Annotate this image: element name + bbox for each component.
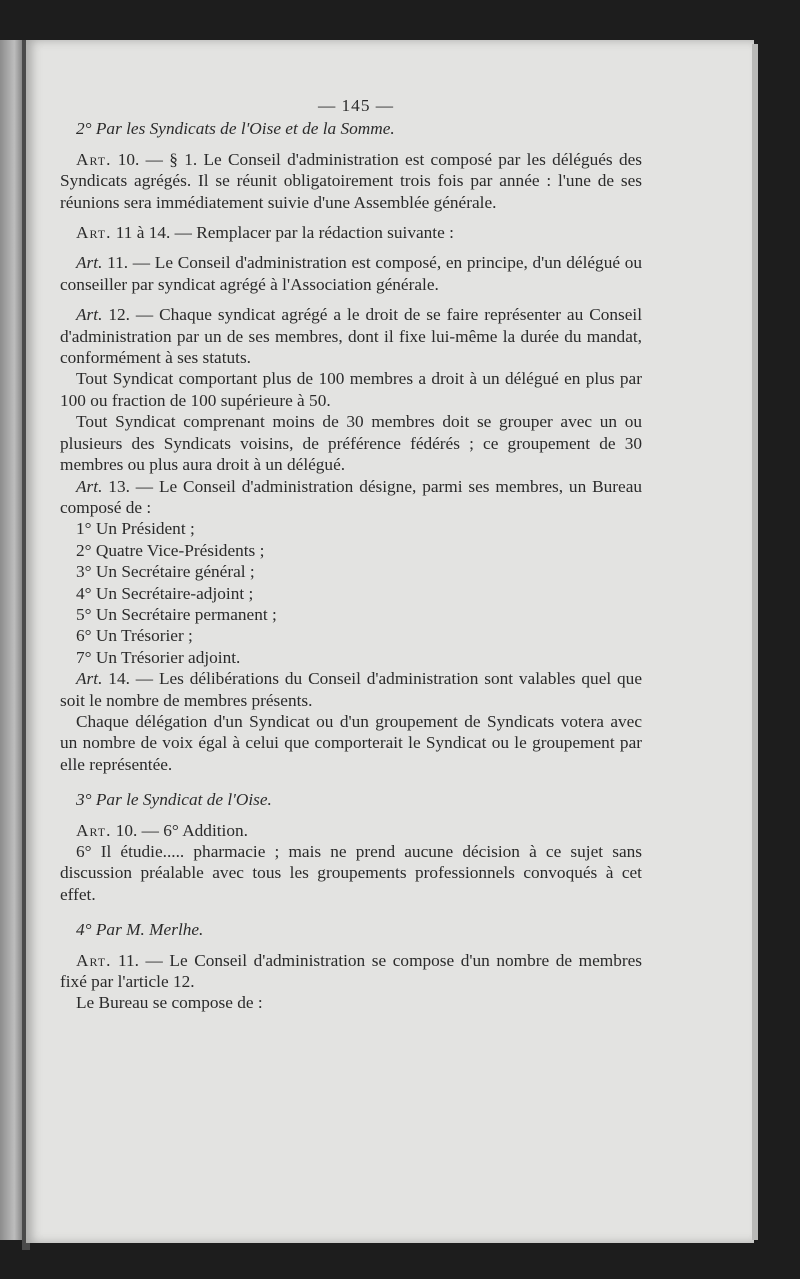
page-number: — 145 — [317, 96, 395, 115]
article-text: 11. — Le Conseil d'administration est composé, en principe, d'un délégué ou conseiller par syndicat agrégé à l'Association générale. [60, 253, 642, 294]
article-text: 13. — Le Conseil d'administration désigne, parmi ses membres, un Bureau composé de : [60, 476, 642, 517]
article-text: 10. — 6° Addition. [115, 820, 248, 840]
page-content [60, 95, 642, 1014]
paragraph: Le Bureau se compose de : [76, 993, 263, 1013]
article-11-merlhe [60, 950, 642, 993]
article-label: Art. [76, 820, 112, 840]
paragraph: Tout Syndicat comprenant moins de 30 membres doit se grouper avec un ou plusieurs des Syndicats voisins, de préférence fédérés ; ce groupement de 30 membres ou plus aura droit à un délégué. [60, 412, 642, 475]
article-text: 11. — Le Conseil d'administration se compose d'un nombre de membres fixé par l'article 12. [60, 950, 642, 992]
page-edge [752, 44, 758, 1240]
list-item: 4° Un Secrétaire-adjoint ; [76, 583, 254, 603]
article-label: Art. [76, 223, 112, 243]
article-10-addition [60, 820, 642, 841]
article-10 [60, 149, 642, 213]
paragraph: 6° Il étudie..... pharmacie ; mais ne prend aucune décision à ce sujet sans discussion préalable avec tous les groupements professionnels convoqués à cet effet. [60, 842, 642, 904]
list-item: 5° Un Secrétaire permanent ; [76, 604, 277, 624]
article-text: 14. — Les délibérations du Conseil d'administration sont valables quel que soit le nombre de membres présents. [60, 669, 642, 710]
list-item: 7° Un Trésorier adjoint. [76, 647, 241, 667]
article-11 [60, 252, 642, 295]
article-label: Art. [76, 253, 103, 273]
list-item: 2° Quatre Vice-Présidents ; [76, 540, 265, 560]
article-14 [60, 668, 642, 711]
article-text: 10. — § 1. Le Conseil d'administration est composé par les délégués des Syndicats agrégés. Il se réunit obligatoirement trois fois par année : l'une de ses réunions sera immédiatement suivie d'une Assemblée générale. [60, 149, 642, 212]
section-heading-oise: 3° Par le Syndicat de l'Oise. [76, 790, 272, 810]
article-label: Art. [76, 476, 103, 496]
article-label: Art. [76, 669, 103, 689]
section-heading-merlhe: 4° Par M. Merlhe. [76, 920, 204, 940]
article-label: Art. [76, 149, 112, 169]
list-item: 3° Un Secrétaire général ; [76, 562, 255, 582]
article-label: Art. [76, 305, 103, 325]
section-heading-somme: 2° Par les Syndicats de l'Oise et de la Somme. [76, 119, 395, 139]
article-text: 11 à 14. — Remplacer par la rédaction suivante : [115, 223, 454, 243]
list-item: 6° Un Trésorier ; [76, 626, 193, 646]
paragraph: Chaque délégation d'un Syndicat ou d'un groupement de Syndicats votera avec un nombre de voix égal à celui que comporterait le Syndicat ou le groupement par elle représentée. [60, 711, 642, 774]
article-label: Art. [76, 950, 112, 970]
article-11-14 [60, 222, 642, 243]
article-12 [60, 304, 642, 368]
list-item: 1° Un Président ; [76, 519, 195, 539]
article-text: 12. — Chaque syndicat agrégé a le droit de se faire représenter au Conseil d'administration par un de ses membres, dont il fixe lui-même la durée du mandat, conformément à ses statuts. [60, 305, 642, 368]
paragraph: Tout Syndicat comportant plus de 100 membres a droit à un délégué en plus par 100 ou fraction de 100 supérieure à 50. [60, 369, 642, 410]
article-13 [60, 476, 642, 519]
